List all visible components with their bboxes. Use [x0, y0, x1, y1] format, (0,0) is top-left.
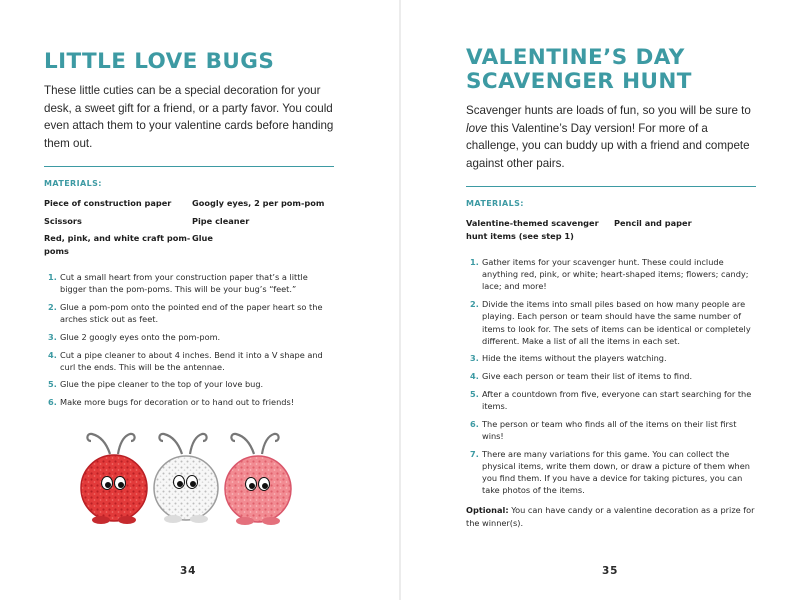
optional-note — [466, 504, 756, 528]
step-item — [466, 418, 756, 442]
step-item — [44, 331, 334, 343]
page-number-right: 35 — [602, 565, 619, 577]
step-text: Cut a pipe cleaner to about 4 inches. Bend it into a V shape and curl the ends. This will be the antennae. — [60, 349, 323, 372]
step-number: 5. — [48, 379, 57, 390]
materials-list — [466, 217, 756, 242]
step-text: Make more bugs for decoration or to hand out to friends! — [60, 397, 295, 408]
intro-emphasis: love — [466, 121, 488, 135]
title-line-1: VALENTINE’S DAY — [466, 45, 685, 70]
section-divider — [44, 166, 334, 167]
material-item: Pencil and paper — [614, 218, 692, 228]
step-text: There are many variations for this game. You can collect the physical items, write them down, or draw a picture of them when you find them. If you have a device for taking pictures, you can take photos of the items. — [482, 448, 750, 496]
step-number: 1. — [48, 272, 57, 282]
white-love-bug — [154, 434, 218, 523]
step-text: The person or team who finds all of the items on their list first wins! — [482, 418, 737, 441]
step-item — [466, 298, 756, 347]
step-text: Gather items for your scavenger hunt. These could include anything red, pink, or white; heart-shaped items; flowers; candy; lace; and more! — [482, 257, 749, 292]
scavenger-hunt-intro — [466, 102, 756, 172]
instruction-steps — [44, 271, 334, 408]
love-bugs-intro: These little cuties can be a special decoration for your desk, a sweet gift for a friend, or a party favor. You could even attach them to your valentine cards before handing them out. — [44, 84, 334, 150]
title-line-2: SCAVENGER HUNT — [466, 69, 692, 94]
step-item — [466, 448, 756, 497]
step-number: 2. — [470, 299, 479, 310]
right-page — [466, 0, 756, 600]
material-item: Piece of construction paper — [44, 198, 172, 208]
material-item: Pipe cleaner — [192, 215, 250, 226]
materials-list — [44, 197, 334, 257]
step-text: Glue 2 googly eyes onto the pom-pom. — [60, 331, 221, 342]
step-number: 6. — [470, 418, 479, 429]
pink-love-bug — [225, 434, 291, 525]
step-number: 6. — [48, 397, 57, 408]
step-item — [44, 349, 334, 373]
material-item: Valentine-themed scavenger hunt items (see step 1) — [466, 218, 599, 241]
instruction-steps — [466, 256, 756, 496]
step-item — [44, 301, 334, 325]
optional-label: Optional: — [466, 505, 509, 516]
intro-text: this Valentine’s Day version! For more of a challenge, you can buddy up with a friend and compete against other pairs. — [466, 121, 750, 170]
material-item: Glue — [192, 233, 213, 243]
materials-heading: MATERIALS: — [44, 179, 102, 188]
step-text: Glue the pipe cleaner to the top of your love bug. — [60, 379, 264, 390]
step-text: Cut a small heart from your construction paper that’s a little bigger than the pom-poms. This will be your bug’s “feet.” — [60, 272, 308, 295]
material-item: Red, pink, and white craft pom-poms — [44, 233, 191, 256]
step-text: Divide the items into small piles based on how many people are playing. Each person or team should have the same number of items to look for. The sets of items can be identical or completely different. Make a list of all the items in each set. — [482, 299, 751, 346]
step-item — [44, 378, 334, 390]
love-bugs-title: LITTLE LOVE BUGS — [44, 49, 275, 74]
step-item — [44, 396, 334, 408]
material-item: Googly eyes, 2 per pom-pom — [192, 198, 325, 208]
step-item — [466, 388, 756, 412]
red-love-bug — [81, 434, 147, 524]
step-text: Give each person or team their list of items to find. — [482, 371, 693, 382]
step-text: Glue a pom-pom onto the pointed end of the paper heart so the arches stick out as feet. — [60, 301, 323, 325]
step-number: 2. — [48, 301, 57, 312]
materials-heading: MATERIALS: — [466, 199, 524, 208]
step-number: 3. — [48, 331, 57, 342]
step-text: Hide the items without the players watching. — [482, 353, 667, 364]
step-number: 1. — [470, 257, 479, 267]
page-number-left: 34 — [180, 565, 197, 577]
step-item — [466, 352, 756, 364]
intro-text: Scavenger hunts are loads of fun, so you will be sure to — [466, 104, 751, 117]
section-divider — [466, 186, 756, 187]
page-gutter — [399, 0, 401, 600]
step-number: 4. — [48, 349, 57, 360]
step-text: After a countdown from five, everyone can start searching for the items. — [482, 388, 752, 412]
step-number: 4. — [470, 371, 479, 382]
step-item — [44, 271, 334, 295]
step-number: 7. — [470, 448, 479, 459]
optional-text: You can have candy or a valentine decoration as a prize for the winner(s). — [466, 505, 755, 528]
material-item: Scissors — [44, 215, 82, 226]
scavenger-hunt-title — [466, 46, 756, 94]
step-item — [466, 256, 756, 293]
step-number: 3. — [470, 353, 479, 364]
step-number: 5. — [470, 388, 479, 399]
love-bugs-illustration — [78, 424, 318, 540]
step-item — [466, 370, 756, 382]
